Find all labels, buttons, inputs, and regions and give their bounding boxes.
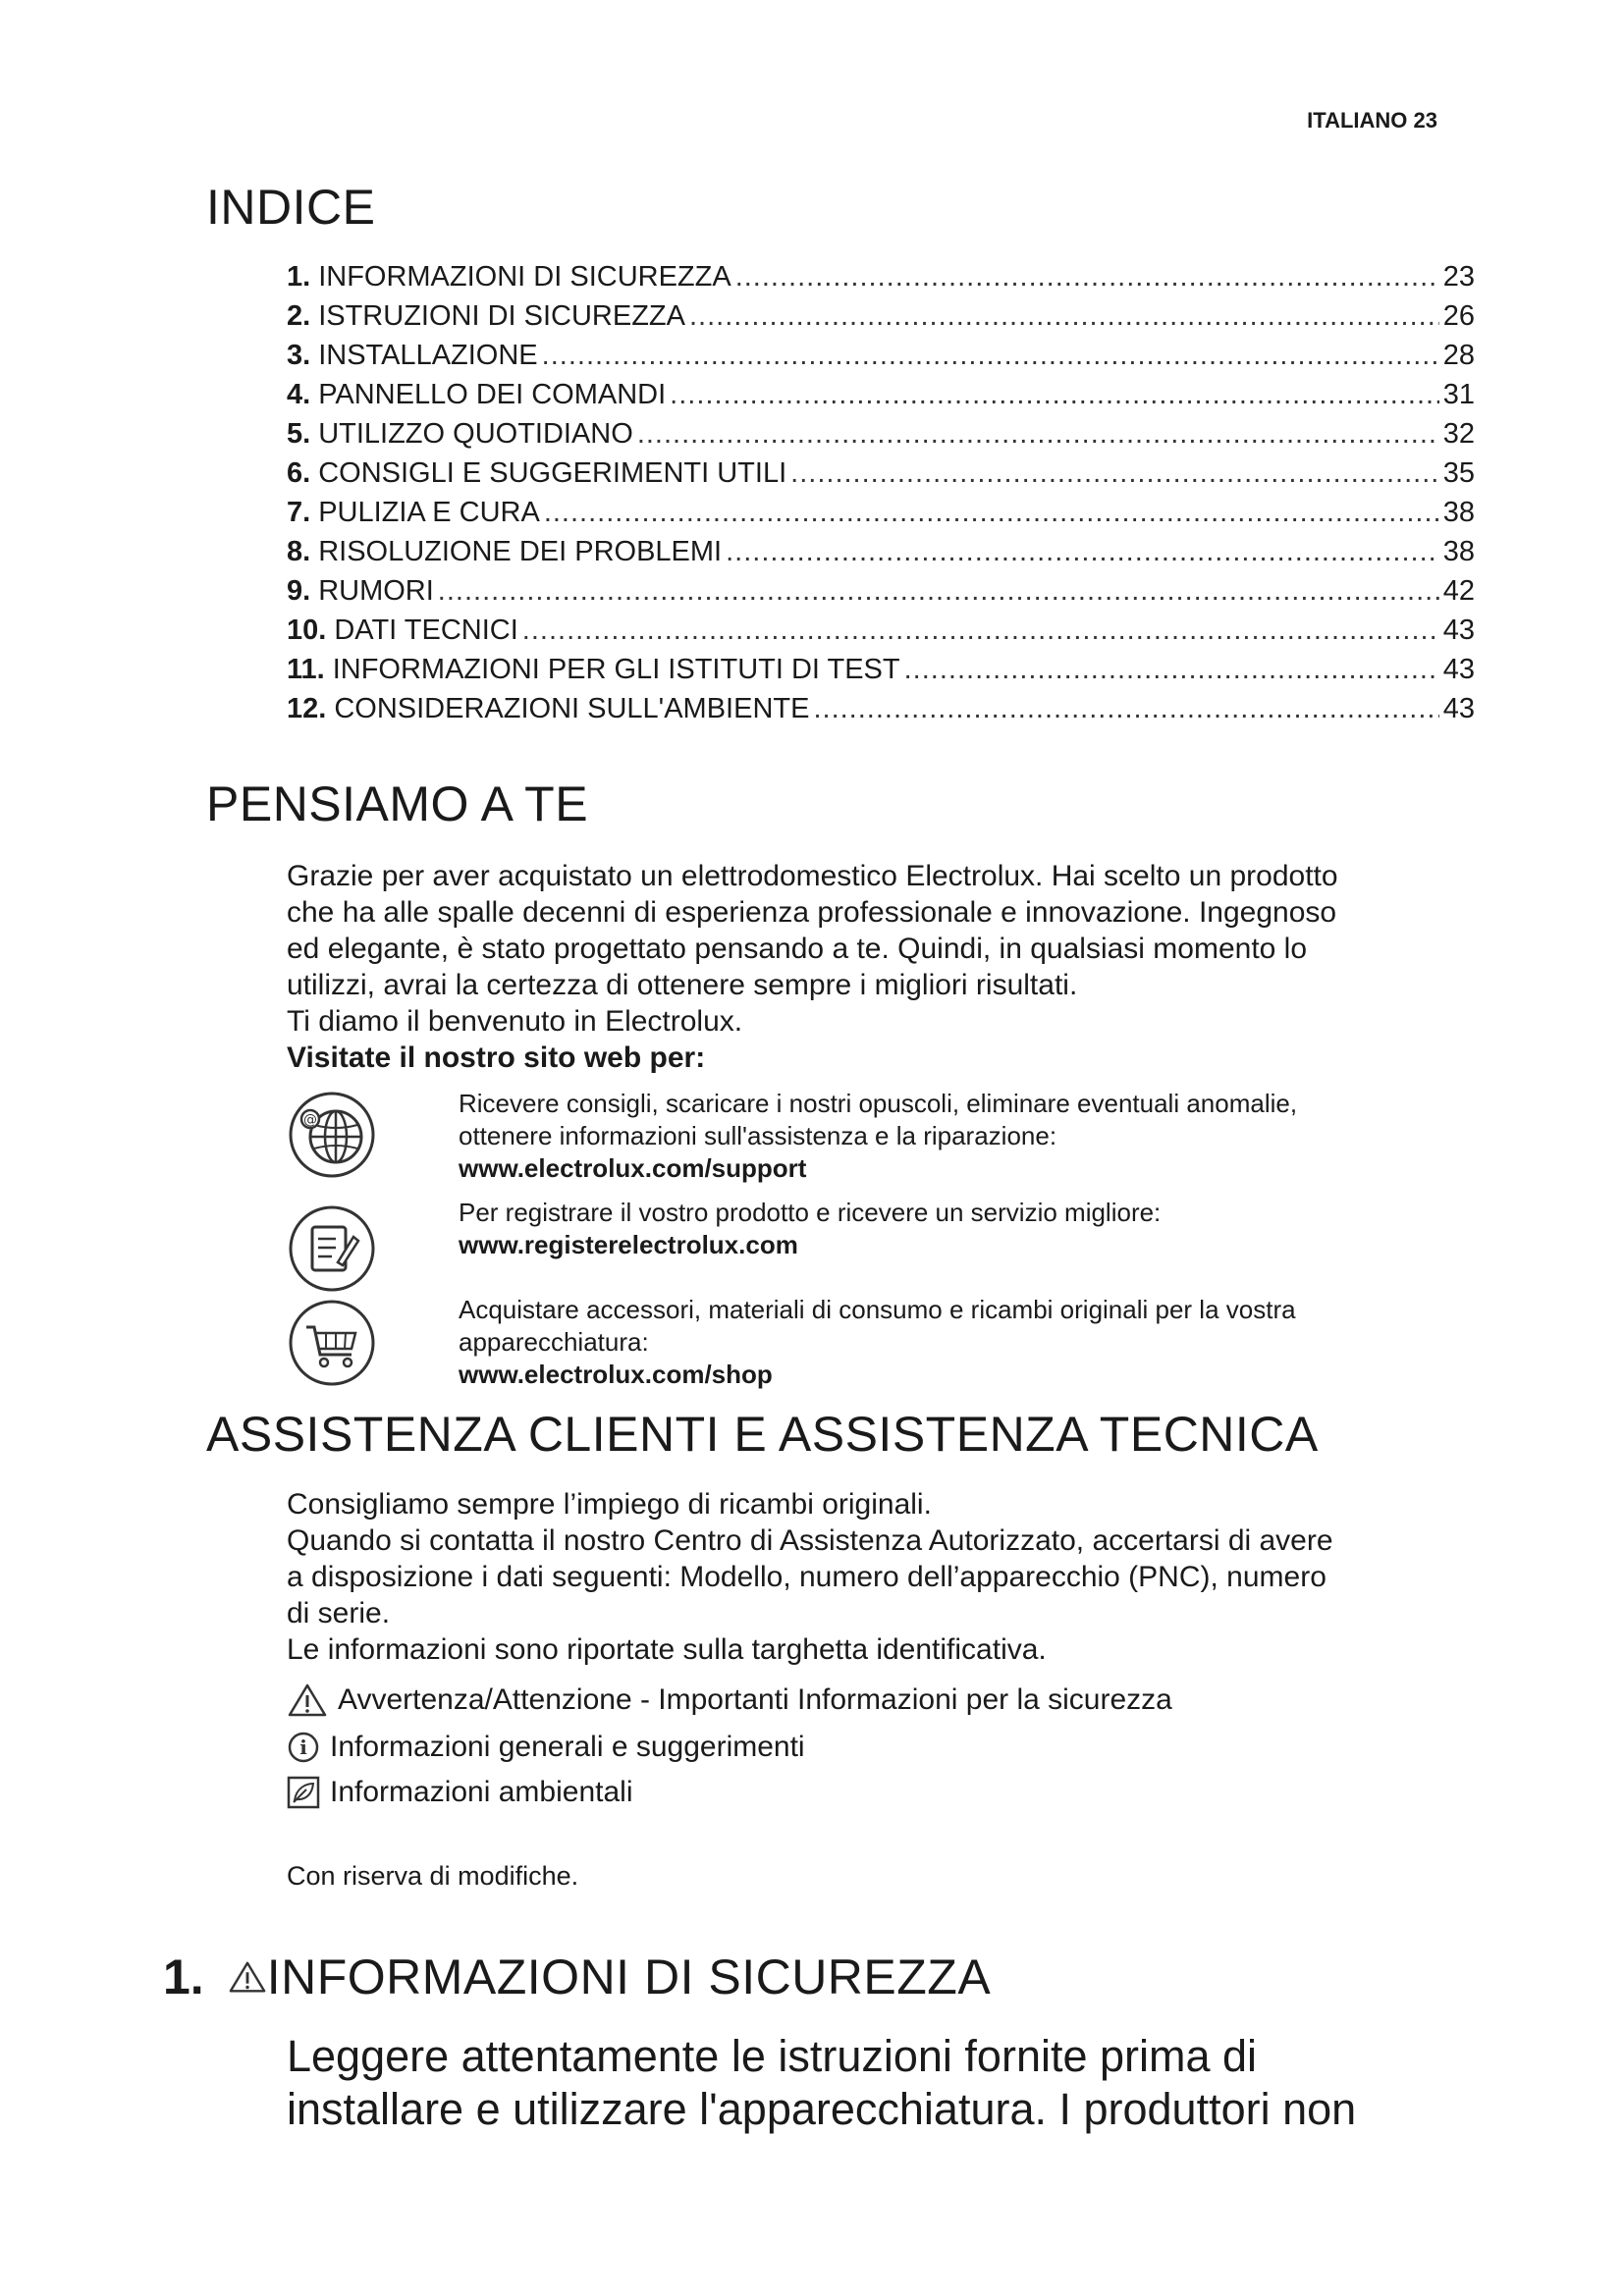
toc-entry-number: 7.	[287, 497, 311, 528]
intro-line: che ha alle spalle decenni di esperienza professionale e innovazione. Ingegnoso	[287, 896, 1337, 929]
toc-entry-page: 43	[1442, 693, 1475, 724]
assistance-line: di serie.	[287, 1597, 391, 1629]
toc-entry-number: 1.	[287, 261, 311, 293]
shop-line: Acquistare accessori, materiali di consumo e ricambi originali per la vostra	[459, 1295, 1296, 1324]
toc-entry-number: 12.	[287, 693, 327, 724]
warning-icon	[228, 1959, 267, 1995]
toc-entry-number: 9.	[287, 575, 311, 607]
toc-entry-page: 38	[1442, 497, 1475, 528]
intro-line: Grazie per aver acquistato un elettrodomestico Electrolux. Hai scelto un prodotto	[287, 860, 1338, 892]
toc-entry-page: 42	[1442, 575, 1475, 607]
toc-entry-number: 5.	[287, 418, 311, 450]
changes-note: Con riserva di modifiche.	[287, 1861, 579, 1891]
assistance-line: Consigliamo sempre l’impiego di ricambi originali.	[287, 1488, 932, 1521]
intro-line: utilizzi, avrai la certezza di ottenere sempre i migliori risultati.	[287, 969, 1078, 1001]
toc-entry-page: 23	[1442, 261, 1475, 293]
toc-entry-page: 35	[1442, 457, 1475, 489]
toc-entry-page: 32	[1442, 418, 1475, 450]
toc-entry-page: 28	[1442, 340, 1475, 371]
toc-entry-page: 43	[1442, 654, 1475, 685]
toc-entry-title: DATI TECNICI	[334, 614, 518, 646]
safety-title: INFORMAZIONI DI SICUREZZA	[266, 1949, 992, 2004]
toc-entry-title: INFORMAZIONI PER GLI ISTITUTI DI TEST	[332, 654, 900, 685]
toc-entry-number: 3.	[287, 340, 311, 371]
intro-line: Ti diamo il benvenuto in Electrolux.	[287, 1005, 743, 1038]
shop-link[interactable]: www.electrolux.com/shop	[459, 1360, 773, 1389]
safety-line: installare e utilizzare l'apparecchiatura. I produttori non	[287, 2084, 1357, 2134]
info-icon	[287, 1731, 320, 1764]
support-line: Ricevere consigli, scaricare i nostri opuscoli, eliminare eventuali anomalie,	[459, 1089, 1298, 1118]
toc-entry-page: 31	[1442, 379, 1475, 410]
toc-entry-title: UTILIZZO QUOTIDIANO	[318, 418, 633, 450]
assistance-line: Quando si contatta il nostro Centro di Assistenza Autorizzato, accertarsi di avere	[287, 1524, 1333, 1557]
toc-entry-number: 8.	[287, 536, 311, 567]
support-link[interactable]: www.electrolux.com/support	[459, 1153, 807, 1183]
register-line: Per registrare il vostro prodotto e ricevere un servizio migliore:	[459, 1198, 1162, 1227]
toc-entry-number: 11.	[287, 654, 325, 685]
legend-env-label: Informazioni ambientali	[330, 1776, 633, 1808]
safety-number: 1.	[163, 1949, 204, 2004]
intro-line: ed elegante, è stato progettato pensando a te. Quindi, in qualsiasi momento lo	[287, 933, 1308, 965]
toc-entry-title: CONSIDERAZIONI SULL'AMBIENTE	[334, 693, 810, 724]
toc-entry-number: 2.	[287, 300, 311, 332]
legend-info-label: Informazioni generali e suggerimenti	[330, 1731, 805, 1763]
legend-info	[287, 1730, 805, 1765]
legend-warning-label: Avvertenza/Attenzione - Importanti Informazioni per la sicurezza	[338, 1683, 1172, 1716]
assistance-line: a disposizione i dati seguenti: Modello, numero dell’apparecchio (PNC), numero	[287, 1561, 1326, 1593]
page-number-label: ITALIANO 23	[1307, 108, 1437, 133]
toc-entry-page: 43	[1442, 614, 1475, 646]
toc-entry-title: PANNELLO DEI COMANDI	[318, 379, 667, 410]
assistance-line: Le informazioni sono riportate sulla targhetta identificativa.	[287, 1633, 1047, 1666]
svg-text:i: i	[299, 1735, 307, 1759]
toc-entry-title: INFORMAZIONI DI SICUREZZA	[318, 261, 731, 293]
safety-heading	[163, 1949, 991, 2005]
toc-heading: INDICE	[206, 180, 376, 235]
toc-entry-number: 6.	[287, 457, 311, 489]
support-line: ottenere informazioni sull'assistenza e la riparazione:	[459, 1121, 1057, 1150]
toc-entry-number: 10.	[287, 614, 327, 646]
leaf-icon	[287, 1776, 320, 1809]
toc-entry-title: ISTRUZIONI DI SICUREZZA	[318, 300, 685, 332]
toc-entry-page: 26	[1442, 300, 1475, 332]
toc-entry-title: PULIZIA E CURA	[318, 497, 540, 528]
legend-warning	[287, 1682, 1172, 1718]
toc-entry-number: 4.	[287, 379, 311, 410]
register-link[interactable]: www.registerelectrolux.com	[459, 1230, 798, 1259]
assistance-heading: ASSISTENZA CLIENTI E ASSISTENZA TECNICA	[206, 1407, 1319, 1462]
warning-icon	[287, 1682, 328, 1718]
shop-line: apparecchiatura:	[459, 1327, 649, 1357]
toc-entry-page: 38	[1442, 536, 1475, 567]
toc-entry-title: RUMORI	[318, 575, 434, 607]
toc-entry-title: CONSIGLI E SUGGERIMENTI UTILI	[318, 457, 787, 489]
visit-label: Visitate il nostro sito web per:	[287, 1041, 706, 1074]
thinking-heading: PENSIAMO A TE	[206, 776, 589, 831]
safety-line: Leggere attentamente le istruzioni fornite prima di	[287, 2031, 1258, 2081]
toc-entry-title: RISOLUZIONE DEI PROBLEMI	[318, 536, 723, 567]
svg-text:@: @	[303, 1112, 317, 1128]
legend-env	[287, 1775, 632, 1810]
toc-entry-title: INSTALLAZIONE	[318, 340, 538, 371]
safety-intro	[287, 2030, 1524, 2136]
